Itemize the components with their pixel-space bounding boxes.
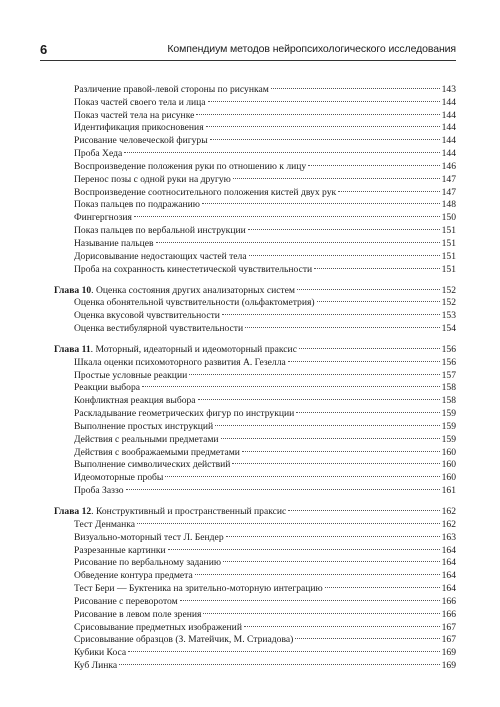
page-ref: 159: [441, 408, 456, 420]
dot-leader: [165, 467, 439, 480]
page-ref: 151: [441, 237, 456, 249]
entry-title: Кубики Коса: [74, 647, 127, 659]
entry-title: Шкала оценки психомоторного развития А. Гезелла: [74, 356, 286, 368]
dot-leader: [198, 390, 440, 403]
toc-chapter-row: [54, 280, 456, 296]
page-ref: 159: [441, 420, 456, 432]
page-ref: 147: [441, 173, 456, 185]
page-header: [40, 42, 456, 61]
entry-title: Куб Линка: [74, 660, 118, 672]
entry-title: Проба Хеда: [74, 148, 123, 160]
page-ref: 164: [441, 570, 456, 582]
entry-title: Проба Заззо: [74, 485, 124, 497]
page-ref: 151: [441, 225, 456, 237]
page-ref: 143: [441, 83, 456, 95]
chapter-title: [54, 344, 297, 357]
toc-chapter-row: [54, 339, 456, 355]
dot-leader: [317, 293, 440, 306]
page-ref: 166: [441, 608, 456, 620]
dot-leader: [288, 501, 439, 514]
page-ref: 167: [441, 621, 456, 633]
dot-leader: [295, 630, 439, 643]
entry-title: Рисование человеческой фигуры: [74, 135, 208, 147]
toc-entry-row: [74, 143, 456, 160]
running-title: Компендиум методов нейропсихологического исследования: [167, 43, 456, 55]
entry-title: Выполнение простых инструкций: [74, 420, 214, 432]
chapter-title: [54, 285, 295, 298]
page-ref: 162: [441, 506, 456, 517]
chapter-name: . Конструктивный и пространственный праксис: [91, 506, 287, 517]
page-ref: 169: [441, 660, 456, 672]
entry-title: Оценка обонятельной чувствительности (ольфактометрия): [74, 297, 315, 309]
dot-leader: [134, 207, 440, 220]
entry-title: Простые условные реакции: [74, 369, 188, 381]
entry-title: Фингергнозия: [74, 212, 132, 224]
entry-title: Рисование с переворотом: [74, 595, 178, 607]
dot-leader: [126, 480, 440, 493]
entry-title: Показ пальцев по подражанию: [74, 199, 200, 211]
page-ref: 156: [441, 356, 456, 368]
page-ref: 158: [441, 395, 456, 407]
page-ref: 166: [441, 595, 456, 607]
toc-entry-row: [74, 156, 456, 172]
dot-leader: [215, 416, 439, 429]
dot-leader: [248, 220, 440, 233]
page-ref: 157: [441, 369, 456, 381]
dot-leader: [338, 182, 439, 195]
entry-title: Визуально-моторный тест Л. Бендер: [74, 531, 224, 543]
dot-leader: [206, 118, 440, 131]
toc-entry-row: [74, 642, 456, 659]
entry-title: Идентификация прикосновения: [74, 122, 204, 134]
dot-leader: [325, 578, 440, 591]
dot-leader: [221, 429, 440, 442]
dot-leader: [233, 169, 440, 182]
page-ref: 167: [441, 634, 456, 646]
dot-leader: [119, 655, 439, 668]
dot-leader: [210, 130, 440, 143]
entry-title: Воспроизведение соотносительного положения кистей двух рук: [74, 186, 337, 198]
dot-leader: [288, 352, 440, 365]
page-ref: 159: [441, 433, 456, 445]
chapter-name: . Оценка состояния других анализаторных систем: [91, 284, 295, 296]
page-ref: 148: [441, 199, 456, 211]
entry-title: Тест Денманка: [74, 518, 136, 530]
page-ref: 161: [441, 485, 456, 497]
entry-title: Рисование в левом поле зрения: [74, 608, 202, 620]
page-ref: 154: [441, 323, 456, 335]
page-ref: 152: [441, 284, 456, 296]
entry-title: Различение правой-левой стороны по рисункам: [74, 83, 269, 95]
page-ref: 164: [441, 544, 456, 556]
entry-title: Воспроизведение положения руки по отношению к лицу: [74, 160, 307, 172]
entry-title: Действия с воображаемыми предметами: [74, 446, 240, 458]
page-ref: 169: [441, 647, 456, 659]
dot-leader: [308, 156, 439, 169]
page-ref: 156: [441, 343, 456, 355]
page-ref: 153: [441, 310, 456, 322]
toc-entry-row: [74, 480, 456, 497]
entry-title: Конфликтная реакция выбора: [74, 395, 196, 407]
dot-leader: [299, 339, 440, 352]
chapter-label: Глава 12: [54, 506, 92, 517]
dot-leader: [297, 280, 440, 293]
dot-leader: [244, 617, 440, 630]
entry-title: Показ пальцев по вербальной инструкции: [74, 225, 246, 237]
dot-leader: [196, 105, 439, 118]
entry-title: Перенос позы с одной руки на другую: [74, 173, 231, 185]
page-ref: 151: [441, 263, 456, 275]
entry-title: Дорисовывание недостающих частей тела: [74, 250, 247, 262]
entry-title: Показ частей тела на рисунке: [74, 109, 195, 121]
entry-title: Идеомоторные пробы: [74, 472, 164, 484]
chapter-label: Глава 11: [54, 343, 91, 355]
dot-leader: [271, 79, 440, 92]
page-ref: 163: [441, 531, 456, 543]
page-ref: 144: [441, 148, 456, 160]
chapter-label: Глава 10: [54, 284, 92, 296]
dot-leader: [232, 455, 439, 468]
entry-title: Раскладывание геометрических фигур по инструкции: [74, 408, 295, 420]
entry-title: Реакции выбора: [74, 382, 141, 394]
page-ref: 147: [441, 186, 456, 198]
entry-title: Выполнение символических действий: [74, 459, 231, 471]
entry-title: Срисовывание образцов (З. Матейчик, М. Стриадова): [74, 634, 294, 646]
entry-title: Разрезанные картинки: [74, 544, 166, 556]
page-ref: 152: [441, 297, 456, 309]
dot-leader: [296, 403, 439, 416]
page-ref: 164: [441, 557, 456, 569]
dot-leader: [168, 540, 440, 553]
dot-leader: [242, 442, 440, 455]
dot-leader: [180, 591, 440, 604]
dot-leader: [128, 642, 439, 655]
dot-leader: [195, 565, 440, 578]
entry-title: Действия с реальными предметами: [74, 433, 219, 445]
dot-leader: [124, 143, 439, 156]
entry-title: Рисование по вербальному заданию: [74, 557, 221, 569]
page-ref: 144: [441, 96, 456, 108]
page-ref: 151: [441, 250, 456, 262]
chapter-name: . Моторный, идеаторный и идеомоторный праксис: [90, 343, 297, 355]
dot-leader: [208, 92, 440, 105]
page-ref: 144: [441, 135, 456, 147]
page-ref: 146: [441, 160, 456, 172]
dot-leader: [137, 514, 440, 527]
toc-chapter-row: [54, 501, 456, 517]
dot-leader: [226, 527, 440, 540]
page-ref: 162: [441, 518, 456, 530]
dot-leader: [223, 553, 440, 566]
entry-title: Обведение контура предмета: [74, 570, 193, 582]
dot-leader: [142, 378, 440, 391]
page-ref: 164: [441, 583, 456, 595]
dot-leader: [202, 195, 440, 208]
page-ref: 144: [441, 109, 456, 121]
entry-title: Оценка вестибулярной чувствительности: [74, 323, 244, 335]
page-ref: 158: [441, 382, 456, 394]
dot-leader: [156, 233, 440, 246]
entry-title: Тест Бери — Буктеника на зрительно-моторную интеграцию: [74, 583, 323, 595]
toc-entry-row: [74, 79, 456, 95]
dot-leader: [203, 604, 439, 617]
page-ref: 160: [441, 472, 456, 484]
page-ref: 160: [441, 459, 456, 471]
table-of-contents: [54, 79, 456, 672]
dot-leader: [314, 259, 439, 272]
entry-title: Проба на сохранность кинестетической чувствительности: [74, 263, 313, 275]
entry-title: Оценка вкусовой чувствительности: [74, 310, 220, 322]
toc-entry-row: [74, 655, 456, 672]
dot-leader: [189, 365, 439, 378]
page-ref: 160: [441, 446, 456, 458]
page-ref: 144: [441, 122, 456, 134]
entry-title: Срисовывание предметных изображений: [74, 621, 242, 633]
dot-leader: [222, 305, 440, 318]
entry-title: Называние пальцев: [74, 237, 154, 249]
page-number: 6: [40, 42, 48, 57]
page-ref: 150: [441, 212, 456, 224]
entry-title: Показ частей своего тела и лица: [74, 96, 206, 108]
dot-leader: [249, 246, 440, 259]
dot-leader: [245, 318, 439, 331]
